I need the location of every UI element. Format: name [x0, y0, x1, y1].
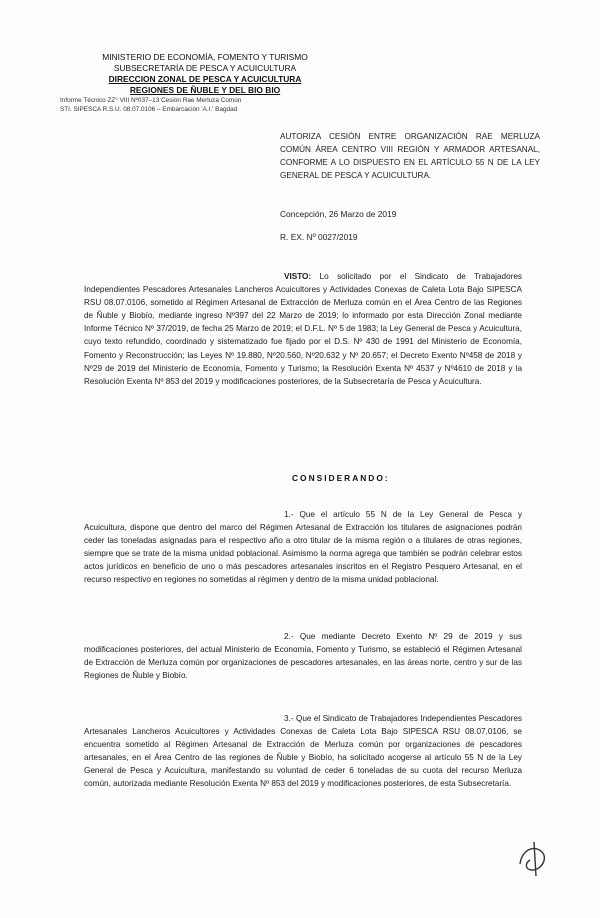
ministry-name: MINISTERIO DE ECONOMÍA, FOMENTO Y TURISMO [102, 52, 308, 62]
considerando-text-1: 1.- Que el artículo 55 N de la Ley General de Pesca y Acuicultura, dispone que dentro del marco del Régimen Artesanal de Extracción los titulares de asignaciones podrán ceder las toneladas asignadas para el respectivo año a otro titular de la misma región o a titulares de otras regiones, siempre que se trate de la misma unidad poblacional. Asimismo la norma agrega que también se podrán celebrar estos actos jurídicos en beneficio de uno o más pescadores artesanales inscritos en el Registro Pesquero Artesanal, en el recurso respectivo en regiones no sometidas al régimen y dentro de la misma unidad poblacional. [84, 510, 522, 585]
considerando-paragraph-1 [84, 508, 522, 587]
considerando-paragraph-2 [84, 630, 522, 682]
reference-line-2: STI. SIPESCA R.S.U. 08.07.0106 – Embarcación 'A.I.' Bagdad [60, 106, 238, 113]
considerando-text-2: 2.- Que mediante Decreto Exento Nº 29 de 2019 y sus modificaciones posteriores, del actual Ministerio de Economía, Fomento y Turismo, se estableció el Régimen Artesanal de Extracción de Merluza común por organizaciones de pescadores artesanales, en las áreas norte, centro y sur de las Regiones de Ñuble y Biobío. [84, 632, 522, 681]
considerando-paragraph-3 [84, 712, 522, 791]
resolution-number: R. EX. Nº 0027/2019 [280, 232, 358, 242]
visto-paragraph [84, 270, 522, 388]
visto-label: VISTO: [284, 272, 312, 281]
resolution-date: Concepción, 26 Marzo de 2019 [280, 209, 397, 219]
signature-mark-icon [512, 836, 556, 880]
considerando-text-3: 3.- Que el Sindicato de Trabajadores Independientes Pescadores Artesanales Lancheros Acuicultores y Actividades Conexas de Caleta Lota Bajo SIPESCA RSU 08.07.0106, se encuentra sometido al Régimen Artesanal de Extracción de Merluza común por organizaciones de pescadores artesanales, en el Área Centro de las regiones de Ñuble y Biobío, ha solicitado acogerse al artículo 55 N de la Ley General de Pesca y Acuicultura, manifestando su voluntad de ceder 6 toneladas de su cuota del recurso Merluza común, autorizada mediante Resolución Exenta Nº 853 del 2019 y modificaciones posteriores, de esta Subsecretaría. [84, 714, 522, 789]
regions-name: REGIONES DE ÑUBLE Y DEL BIO BIO [129, 85, 281, 95]
resolution-subject: AUTORIZA CESIÓN ENTRE ORGANIZACIÓN RAE MERLUZA COMÚN ÁREA CENTRO VIII REGIÓN Y ARMADOR ARTESANAL, CONFORME A LO DISPUESTO EN EL ARTÍCULO 55 N DE LA LEY GENERAL DE PESCA Y ACUICULTURA. [280, 132, 540, 180]
visto-text: Lo solicitado por el Sindicato de Trabajadores Independientes Pescadores Artesanales Lancheros Acuicultores y Actividades Conexas de Caleta Lota Bajo SIPESCA RSU 08.07.0106, sometido al Régimen Artesanal de Extracción de Merluza común en el Área Centro de las Regiones de Ñuble y Biobío, mediante ingreso Nº397 del 22 Marzo de 2019; lo informado por esta Dirección Zonal mediante Informe Técnico Nº 37/2019, de fecha 25 Marzo de 2019; el D.F.L. Nº 5 de 1983; la Ley General de Pesca y Acuicultura, cuyo texto refundido, coordinado y sistematizado fue fijado por el D.S. Nº 430 de 1991 del Ministerio de Economía, Fomento y Reconstrucción; las Leyes Nº 19.880, Nº20.560, Nº20.632 y Nº 20.657; el Decreto Exento Nº458 de 2018 y Nº29 de 2019 del Ministerio de Economía, Fomento y Turismo; la Resolución Exenta Nº 4537 y Nº4610 de 2018 y la Resolución Exenta Nº 853 del 2019 y modificaciones posteriores, de la Subsecretaría de Pesca y Acuicultura. [84, 272, 522, 386]
zonal-direction-name: DIRECCION ZONAL DE PESCA Y ACUICULTURA [108, 74, 302, 84]
considerando-heading: CONSIDERANDO: [292, 473, 390, 483]
subsecretariat-name: SUBSECRETARÍA DE PESCA Y ACUICULTURA [113, 63, 297, 73]
reference-line-1: Informe Técnico ZZ° VIII Nº037–13 Cesión Rae Merluza Común [60, 97, 242, 104]
letterhead [60, 52, 350, 114]
